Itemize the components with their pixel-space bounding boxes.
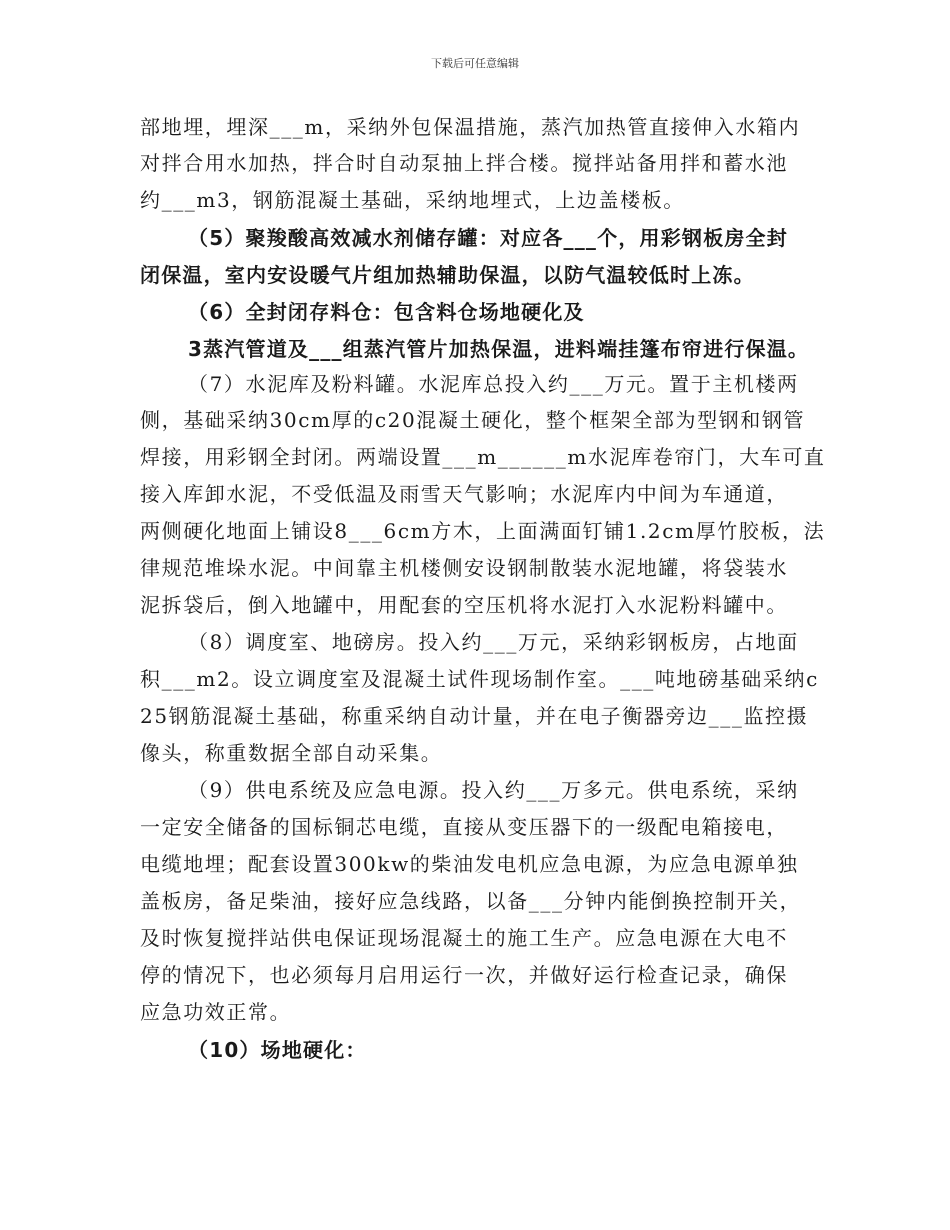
paragraph-line: 电缆地埋；配套设置300kw的柴油发电机应急电源，为应急电源单独 — [140, 852, 799, 876]
paragraph-line: 25钢筋混凝土基础，称重采纳自动计量，并在电子衡器旁边___监控摄 — [140, 704, 809, 728]
section-heading-9: （9）供电系统及应急电源。投入约___万多元。供电系统，采纳 — [188, 778, 799, 802]
paragraph-line: 3蒸汽管道及___组蒸汽管片加热保温，进料端挂篷布帘进行保温。 — [188, 337, 810, 361]
paragraph-line: 闭保温，室内安设暖气片组加热辅助保温，以防气温较低时上冻。 — [140, 263, 755, 287]
paragraph-line: 像头，称重数据全部自动采集。 — [140, 741, 443, 765]
paragraph-line: 接入库卸水泥，不受低温及雨雪天气影响；水泥库内中间为车通道， — [140, 482, 788, 506]
page-header: 下载后可任意编辑 — [431, 57, 519, 70]
paragraph-line: 焊接，用彩钢全封闭。两端设置___m______m水泥库卷帘门，大车可直 — [140, 445, 826, 469]
paragraph-line: 应急功效正常。 — [140, 1000, 292, 1024]
section-heading-7: （7）水泥库及粉料罐。水泥库总投入约___万元。置于主机楼两 — [188, 372, 799, 396]
section-heading-8: （8）调度室、地磅房。投入约___万元，采纳彩钢板房，占地面 — [188, 630, 799, 654]
paragraph-line: 两侧硬化地面上铺设8___6cm方木，上面满面钉铺1.2cm厚竹胶板，法 — [140, 519, 826, 543]
paragraph-line: 积___m2。设立调度室及混凝土试件现场制作室。___吨地磅基础采纳c — [140, 667, 819, 691]
paragraph-line: 侧，基础采纳30cm厚的c20混凝土硬化，整个框架全部为型钢和钢管 — [140, 408, 806, 432]
section-heading-10: （10）场地硬化： — [188, 1038, 367, 1062]
section-heading-6: （6）全封闭存料仓：包含料仓场地硬化及 — [188, 300, 585, 324]
paragraph-line: 停的情况下，也必须每月启用运行一次，并做好运行检查记录，确保 — [140, 963, 788, 987]
paragraph-line: 及时恢复搅拌站供电保证现场混凝土的施工生产。应急电源在大电不 — [140, 926, 788, 950]
paragraph-line: 一定安全储备的国标铜芯电缆，直接从变压器下的一级配电箱接电， — [140, 815, 788, 839]
paragraph-line: 泥拆袋后，倒入地罐中，用配套的空压机将水泥打入水泥粉料罐中。 — [140, 593, 788, 617]
paragraph-line: 盖板房，备足柴油，接好应急线路，以备___分钟内能倒换控制开关， — [140, 889, 802, 913]
paragraph-line: 约___m3，钢筋混凝土基础，采纳地埋式，上边盖楼板。 — [140, 188, 685, 212]
paragraph-line: 部地埋，埋深___m，采纳外包保温措施，蒸汽加热管直接伸入水箱内 — [140, 115, 801, 139]
paragraph-line: 对拌合用水加热，拌合时自动泵抽上拌合楼。搅拌站备用拌和蓄水池 — [140, 151, 788, 175]
section-heading-5: （5）聚羧酸高效减水剂储存罐：对应各___个，用彩钢板房全封 — [188, 226, 788, 250]
paragraph-line: 律规范堆垛水泥。中间靠主机楼侧安设钢制散装水泥地罐，将袋装水 — [140, 556, 788, 580]
